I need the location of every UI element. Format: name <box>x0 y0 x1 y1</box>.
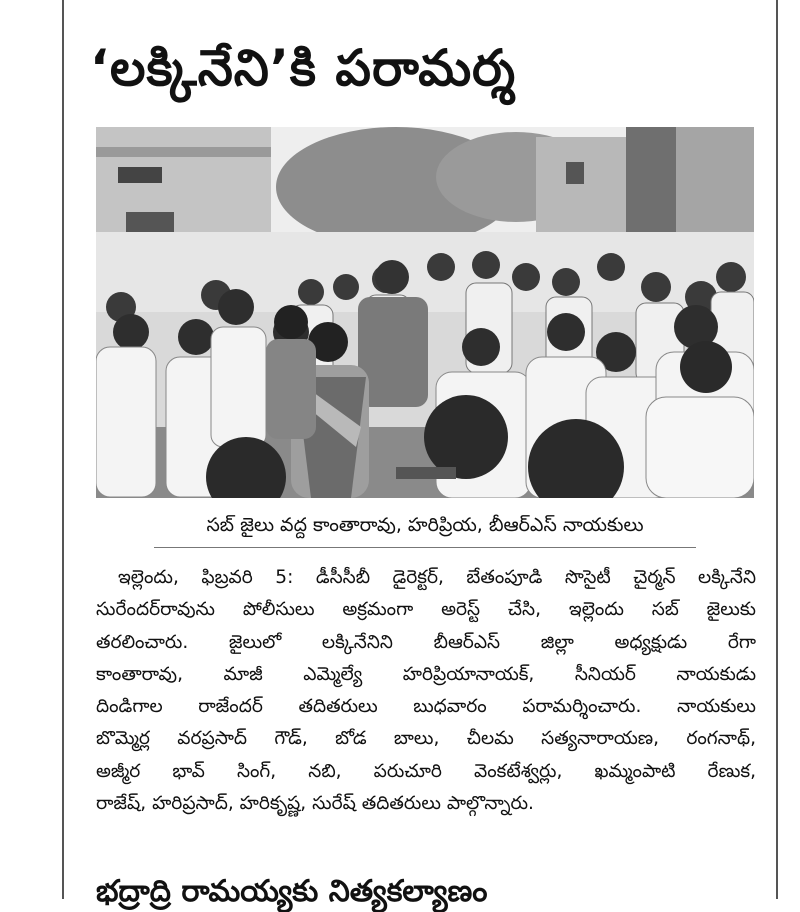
body-line: కాంతారావు, మాజీ ఎమ్మెల్యే హరిప్రియానాయక్‌, సీనియర్‌ నాయకుడు <box>96 663 756 685</box>
page-border-right <box>776 0 778 899</box>
body-line: అజ్మీర భావ్‌ సింగ్‌, నబి, పరుచూరి వెంకటేశ్వర్లు, ఖమ్మంపాటి రేణుక, <box>96 760 756 782</box>
page-border-left <box>62 0 64 899</box>
article-headline: ‘లక్కినేని’కి పరామర్శ <box>90 39 517 97</box>
body-line: తరలించారు. జైలులో లక్కినేనిని బీఆర్‌ఎస్‌ జిల్లా అధ్యక్షుడు రేగా <box>96 631 756 653</box>
body-line: రాజేష్‌, హరిప్రసాద్‌, హరికృష్ణ, సురేష్‌ తదితరులు పాల్గొన్నారు. <box>96 793 534 815</box>
article-body <box>96 562 756 820</box>
caption-rule <box>154 547 696 548</box>
photo-caption: సబ్‌ జైలు వద్ద కాంతారావు, హరిప్రియ, బీఆర్‌ఎస్‌ నాయకులు <box>206 514 644 536</box>
body-line: దిండిగాల రాజేందర్‌ తదితరులు బుధవారం పరామర్శించారు. నాయకులు <box>96 696 756 718</box>
article-photo <box>96 127 754 498</box>
body-line: సురేందర్‌రావును పోలీసులు అక్రమంగా అరెస్ట్‌ చేసి, ఇల్లెందు సబ్‌ జైలుకు <box>96 599 756 621</box>
body-line: బొమ్మెర్ల వరప్రసాద్‌ గౌడ్‌, బోడ బాలు, చీలమ సత్యనారాయణ, రంగనాథ్‌, <box>96 728 756 750</box>
body-line: ఇల్లెందు, ఫిబ్రవరి 5: డీసీసీబీ డైరెక్టర్‌, బేతంపూడి సొసైటీ చైర్మన్‌ లక్కినేని <box>118 567 756 588</box>
next-article-headline: భద్రాద్రి రామయ్యకు నిత్యకల్యాణం <box>96 874 488 909</box>
photo-crowd-illustration <box>96 127 754 498</box>
